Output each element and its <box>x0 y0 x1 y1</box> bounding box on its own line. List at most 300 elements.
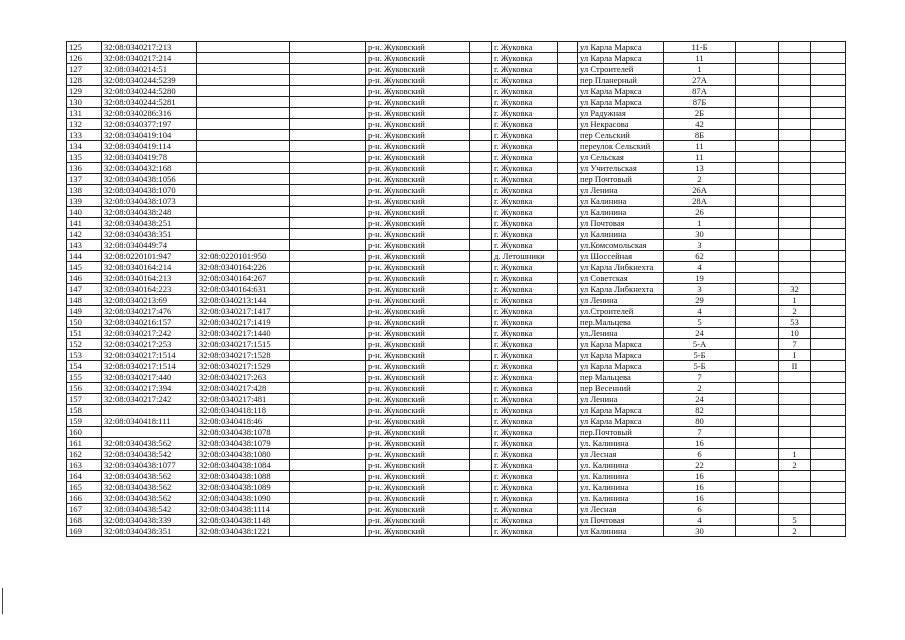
apartment-number-cell <box>779 86 811 97</box>
house-number-cell: 30 <box>664 526 736 537</box>
empty-cell <box>811 383 846 394</box>
table-row <box>67 460 846 471</box>
street-cell: ул Карла Маркса <box>578 97 664 108</box>
cadastral-number-cell: 32:08:0340449:74 <box>102 240 197 251</box>
empty-cell <box>811 273 846 284</box>
table-row <box>67 504 846 515</box>
table-row <box>67 53 846 64</box>
town-cell: г. Жуковка <box>492 75 558 86</box>
empty-cell <box>470 163 492 174</box>
row-number-cell: 167 <box>67 504 102 515</box>
empty-cell <box>558 427 578 438</box>
row-number-cell: 149 <box>67 306 102 317</box>
cadastral-number-cell: 32:08:0340164:223 <box>102 284 197 295</box>
district-cell: р-н. Жуковский <box>366 207 470 218</box>
empty-cell <box>811 196 846 207</box>
table-row <box>67 251 846 262</box>
table-row <box>67 383 846 394</box>
district-cell: р-н. Жуковский <box>366 504 470 515</box>
empty-cell <box>290 196 366 207</box>
related-cadastral-number-cell: 32:08:0340438:1079 <box>197 438 290 449</box>
table-row <box>67 196 846 207</box>
empty-cell <box>811 240 846 251</box>
district-cell: р-н. Жуковский <box>366 218 470 229</box>
cadastral-number-cell: 32:08:0340419:114 <box>102 141 197 152</box>
empty-cell <box>290 383 366 394</box>
table-row <box>67 273 846 284</box>
apartment-number-cell <box>779 493 811 504</box>
town-cell: г. Жуковка <box>492 141 558 152</box>
cadastral-number-cell: 32:08:0340418:111 <box>102 416 197 427</box>
cadastral-number-cell: 32:08:0340217:214 <box>102 53 197 64</box>
town-cell: г. Жуковка <box>492 273 558 284</box>
empty-cell <box>470 229 492 240</box>
empty-cell <box>811 339 846 350</box>
empty-cell <box>558 295 578 306</box>
street-cell: ул Карла Маркса <box>578 86 664 97</box>
house-number-cell: 87Б <box>664 97 736 108</box>
street-cell: ул Советская <box>578 273 664 284</box>
empty-cell <box>811 64 846 75</box>
empty-cell <box>558 449 578 460</box>
apartment-number-cell <box>779 482 811 493</box>
street-cell: ул Карла Маркса <box>578 405 664 416</box>
empty-cell <box>470 427 492 438</box>
empty-cell <box>736 240 779 251</box>
district-cell: р-н. Жуковский <box>366 229 470 240</box>
cadastral-number-cell: 32:08:0220101:947 <box>102 251 197 262</box>
related-cadastral-number-cell: 32:08:0340164:226 <box>197 262 290 273</box>
empty-cell <box>736 119 779 130</box>
empty-cell <box>558 130 578 141</box>
row-number-cell: 150 <box>67 317 102 328</box>
street-cell: ул. Калинина <box>578 482 664 493</box>
empty-cell <box>558 108 578 119</box>
cadastral-number-cell: 32:08:0340377:197 <box>102 119 197 130</box>
empty-cell <box>811 262 846 273</box>
cadastral-number-cell: 32:08:0340217:253 <box>102 339 197 350</box>
row-number-cell: 126 <box>67 53 102 64</box>
town-cell: г. Жуковка <box>492 174 558 185</box>
row-number-cell: 127 <box>67 64 102 75</box>
district-cell: р-н. Жуковский <box>366 251 470 262</box>
town-cell: г. Жуковка <box>492 427 558 438</box>
empty-cell <box>811 229 846 240</box>
table-row <box>67 218 846 229</box>
apartment-number-cell <box>779 262 811 273</box>
related-cadastral-number-cell <box>197 119 290 130</box>
row-number-cell: 161 <box>67 438 102 449</box>
empty-cell <box>470 240 492 251</box>
apartment-number-cell: 2 <box>779 306 811 317</box>
empty-cell <box>811 350 846 361</box>
house-number-cell: 16 <box>664 493 736 504</box>
empty-cell <box>736 185 779 196</box>
street-cell: ул Калинина <box>578 526 664 537</box>
empty-cell <box>736 229 779 240</box>
empty-cell <box>470 75 492 86</box>
table-row <box>67 493 846 504</box>
empty-cell <box>290 273 366 284</box>
empty-cell <box>290 339 366 350</box>
empty-cell <box>470 295 492 306</box>
row-number-cell: 152 <box>67 339 102 350</box>
empty-cell <box>558 284 578 295</box>
empty-cell <box>811 174 846 185</box>
cadastral-number-cell: 32:08:0340244:5280 <box>102 86 197 97</box>
town-cell: г. Жуковка <box>492 196 558 207</box>
table-row <box>67 482 846 493</box>
house-number-cell: 16 <box>664 482 736 493</box>
house-number-cell: 16 <box>664 471 736 482</box>
empty-cell <box>290 482 366 493</box>
empty-cell <box>290 53 366 64</box>
empty-cell <box>558 416 578 427</box>
related-cadastral-number-cell: 32:08:0340217:1417 <box>197 306 290 317</box>
row-number-cell: 160 <box>67 427 102 438</box>
cadastral-number-cell: 32:08:0340438:562 <box>102 471 197 482</box>
street-cell: ул Карла Маркса <box>578 416 664 427</box>
street-cell: ул Некрасова <box>578 119 664 130</box>
cadastral-number-cell: 32:08:0340217:394 <box>102 383 197 394</box>
district-cell: р-н. Жуковский <box>366 427 470 438</box>
empty-cell <box>290 449 366 460</box>
cadastral-number-cell: 32:08:0340213:69 <box>102 295 197 306</box>
apartment-number-cell <box>779 427 811 438</box>
empty-cell <box>470 482 492 493</box>
row-number-cell: 131 <box>67 108 102 119</box>
street-cell: пер Планерный <box>578 75 664 86</box>
empty-cell <box>736 515 779 526</box>
cadastral-number-cell: 32:08:0340217:242 <box>102 394 197 405</box>
street-cell: ул Карла Маркса <box>578 339 664 350</box>
empty-cell <box>470 152 492 163</box>
district-cell: р-н. Жуковский <box>366 482 470 493</box>
empty-cell <box>736 328 779 339</box>
row-number-cell: 143 <box>67 240 102 251</box>
town-cell: г. Жуковка <box>492 372 558 383</box>
cadastral-number-cell: 32:08:0340438:248 <box>102 207 197 218</box>
apartment-number-cell <box>779 240 811 251</box>
empty-cell <box>736 163 779 174</box>
town-cell: г. Жуковка <box>492 86 558 97</box>
district-cell: р-н. Жуковский <box>366 75 470 86</box>
row-number-cell: 128 <box>67 75 102 86</box>
district-cell: р-н. Жуковский <box>366 64 470 75</box>
empty-cell <box>558 152 578 163</box>
empty-cell <box>811 218 846 229</box>
empty-cell <box>470 471 492 482</box>
cadastral-number-cell: 32:08:0340217:440 <box>102 372 197 383</box>
street-cell: ул Карла Маркса <box>578 361 664 372</box>
empty-cell <box>736 207 779 218</box>
related-cadastral-number-cell: 32:08:0340217:1529 <box>197 361 290 372</box>
empty-cell <box>558 251 578 262</box>
row-number-cell: 134 <box>67 141 102 152</box>
table-row <box>67 75 846 86</box>
apartment-number-cell <box>779 97 811 108</box>
empty-cell <box>470 394 492 405</box>
street-cell: ул Карла Либкнехта <box>578 262 664 273</box>
empty-cell <box>290 240 366 251</box>
related-cadastral-number-cell: 32:08:0340213:144 <box>197 295 290 306</box>
town-cell: г. Жуковка <box>492 130 558 141</box>
street-cell: ул Ленина <box>578 394 664 405</box>
table-row <box>67 262 846 273</box>
town-cell: г. Жуковка <box>492 119 558 130</box>
empty-cell <box>290 471 366 482</box>
empty-cell <box>736 394 779 405</box>
empty-cell <box>558 207 578 218</box>
empty-cell <box>736 504 779 515</box>
empty-cell <box>290 526 366 537</box>
district-cell: р-н. Жуковский <box>366 295 470 306</box>
cadastral-number-cell: 32:08:0340216:157 <box>102 317 197 328</box>
empty-cell <box>811 416 846 427</box>
empty-cell <box>558 306 578 317</box>
house-number-cell: 2 <box>664 174 736 185</box>
town-cell: г. Жуковка <box>492 240 558 251</box>
district-cell: р-н. Жуковский <box>366 119 470 130</box>
house-number-cell: 13 <box>664 163 736 174</box>
apartment-number-cell <box>779 207 811 218</box>
town-cell: г. Жуковка <box>492 471 558 482</box>
empty-cell <box>736 317 779 328</box>
apartment-number-cell <box>779 196 811 207</box>
cadastral-number-cell: 32:08:0340214:51 <box>102 64 197 75</box>
cadastral-number-cell: 32:08:0340438:542 <box>102 504 197 515</box>
related-cadastral-number-cell <box>197 53 290 64</box>
empty-cell <box>290 86 366 97</box>
table-row <box>67 515 846 526</box>
street-cell: пер Почтовый <box>578 174 664 185</box>
empty-cell <box>290 141 366 152</box>
related-cadastral-number-cell <box>197 86 290 97</box>
row-number-cell: 165 <box>67 482 102 493</box>
apartment-number-cell <box>779 438 811 449</box>
apartment-number-cell <box>779 273 811 284</box>
related-cadastral-number-cell <box>197 196 290 207</box>
empty-cell <box>558 86 578 97</box>
row-number-cell: 159 <box>67 416 102 427</box>
table-row <box>67 174 846 185</box>
district-cell: р-н. Жуковский <box>366 53 470 64</box>
street-cell: ул Шоссейная <box>578 251 664 262</box>
apartment-number-cell <box>779 504 811 515</box>
district-cell: р-н. Жуковский <box>366 460 470 471</box>
town-cell: г. Жуковка <box>492 163 558 174</box>
empty-cell <box>290 185 366 196</box>
town-cell: г. Жуковка <box>492 229 558 240</box>
cadastral-number-cell: 32:08:0340438:351 <box>102 526 197 537</box>
empty-cell <box>736 251 779 262</box>
empty-cell <box>290 75 366 86</box>
empty-cell <box>558 42 578 53</box>
empty-cell <box>811 42 846 53</box>
town-cell: г. Жуковка <box>492 460 558 471</box>
cadastral-number-cell: 32:08:0340438:1056 <box>102 174 197 185</box>
empty-cell <box>736 75 779 86</box>
house-number-cell: 5-Б <box>664 350 736 361</box>
related-cadastral-number-cell: 32:08:0340438:1084 <box>197 460 290 471</box>
empty-cell <box>290 218 366 229</box>
row-number-cell: 142 <box>67 229 102 240</box>
empty-cell <box>470 460 492 471</box>
empty-cell <box>470 515 492 526</box>
district-cell: р-н. Жуковский <box>366 97 470 108</box>
cadastral-number-cell: 32:08:0340419:104 <box>102 130 197 141</box>
related-cadastral-number-cell <box>197 130 290 141</box>
house-number-cell: 5-А <box>664 339 736 350</box>
related-cadastral-number-cell <box>197 64 290 75</box>
street-cell: ул Калинина <box>578 207 664 218</box>
empty-cell <box>736 493 779 504</box>
town-cell: г. Жуковка <box>492 504 558 515</box>
street-cell: ул Учительская <box>578 163 664 174</box>
town-cell: г. Жуковка <box>492 515 558 526</box>
cadastral-number-cell: 32:08:0340438:339 <box>102 515 197 526</box>
related-cadastral-number-cell: 32:08:0340217:428 <box>197 383 290 394</box>
empty-cell <box>470 383 492 394</box>
table-row <box>67 306 846 317</box>
empty-cell <box>811 394 846 405</box>
empty-cell <box>811 482 846 493</box>
apartment-number-cell: 1 <box>779 295 811 306</box>
empty-cell <box>736 86 779 97</box>
empty-cell <box>470 317 492 328</box>
empty-cell <box>290 295 366 306</box>
house-number-cell: 28А <box>664 196 736 207</box>
apartment-number-cell <box>779 163 811 174</box>
empty-cell <box>470 53 492 64</box>
empty-cell <box>470 361 492 372</box>
district-cell: р-н. Жуковский <box>366 515 470 526</box>
district-cell: р-н. Жуковский <box>366 526 470 537</box>
row-number-cell: 168 <box>67 515 102 526</box>
house-number-cell: 11 <box>664 152 736 163</box>
table-row <box>67 361 846 372</box>
table-row <box>67 130 846 141</box>
row-number-cell: 147 <box>67 284 102 295</box>
empty-cell <box>558 273 578 284</box>
empty-cell <box>558 471 578 482</box>
empty-cell <box>558 339 578 350</box>
district-cell: р-н. Жуковский <box>366 86 470 97</box>
related-cadastral-number-cell <box>197 108 290 119</box>
row-number-cell: 132 <box>67 119 102 130</box>
cadastral-number-cell: 32:08:0340438:351 <box>102 229 197 240</box>
street-cell: ул Карла Либкнехта <box>578 284 664 295</box>
row-number-cell: 164 <box>67 471 102 482</box>
town-cell: г. Жуковка <box>492 97 558 108</box>
apartment-number-cell <box>779 383 811 394</box>
empty-cell <box>558 383 578 394</box>
house-number-cell: 19 <box>664 273 736 284</box>
table-row <box>67 240 846 251</box>
empty-cell <box>470 42 492 53</box>
empty-cell <box>558 141 578 152</box>
empty-cell <box>290 229 366 240</box>
table-row <box>67 372 846 383</box>
district-cell: р-н. Жуковский <box>366 42 470 53</box>
empty-cell <box>290 163 366 174</box>
district-cell: р-н. Жуковский <box>366 449 470 460</box>
table-row <box>67 207 846 218</box>
street-cell: ул Лесная <box>578 449 664 460</box>
street-cell: пер Сельский <box>578 130 664 141</box>
empty-cell <box>736 416 779 427</box>
related-cadastral-number-cell: 32:08:0340217:1515 <box>197 339 290 350</box>
row-number-cell: 163 <box>67 460 102 471</box>
empty-cell <box>290 416 366 427</box>
row-number-cell: 162 <box>67 449 102 460</box>
empty-cell <box>470 185 492 196</box>
empty-cell <box>290 251 366 262</box>
row-number-cell: 169 <box>67 526 102 537</box>
cadastral-number-cell: 32:08:0340164:213 <box>102 273 197 284</box>
empty-cell <box>811 97 846 108</box>
district-cell: р-н. Жуковский <box>366 273 470 284</box>
empty-cell <box>811 251 846 262</box>
empty-cell <box>736 130 779 141</box>
town-cell: г. Жуковка <box>492 361 558 372</box>
empty-cell <box>736 295 779 306</box>
empty-cell <box>470 526 492 537</box>
empty-cell <box>290 97 366 108</box>
house-number-cell: 62 <box>664 251 736 262</box>
house-number-cell: 4 <box>664 306 736 317</box>
empty-cell <box>736 460 779 471</box>
district-cell: р-н. Жуковский <box>366 196 470 207</box>
town-cell: г. Жуковка <box>492 152 558 163</box>
apartment-number-cell: 32 <box>779 284 811 295</box>
row-number-cell: 155 <box>67 372 102 383</box>
apartment-number-cell <box>779 119 811 130</box>
district-cell: р-н. Жуковский <box>366 240 470 251</box>
town-cell: г. Жуковка <box>492 526 558 537</box>
empty-cell <box>811 86 846 97</box>
house-number-cell: 24 <box>664 394 736 405</box>
empty-cell <box>558 163 578 174</box>
empty-cell <box>470 306 492 317</box>
empty-cell <box>290 350 366 361</box>
district-cell: р-н. Жуковский <box>366 317 470 328</box>
table-row <box>67 394 846 405</box>
empty-cell <box>736 108 779 119</box>
empty-cell <box>558 240 578 251</box>
related-cadastral-number-cell <box>197 75 290 86</box>
empty-cell <box>811 119 846 130</box>
related-cadastral-number-cell <box>197 141 290 152</box>
street-cell: ул Карла Маркса <box>578 53 664 64</box>
empty-cell <box>811 460 846 471</box>
empty-cell <box>558 328 578 339</box>
town-cell: г. Жуковка <box>492 64 558 75</box>
empty-cell <box>811 53 846 64</box>
cadastral-number-cell: 32:08:0340438:1077 <box>102 460 197 471</box>
related-cadastral-number-cell: 32:08:0340438:1089 <box>197 482 290 493</box>
empty-cell <box>811 152 846 163</box>
empty-cell <box>736 361 779 372</box>
cadastral-number-cell: 32:08:0340217:242 <box>102 328 197 339</box>
district-cell: р-н. Жуковский <box>366 141 470 152</box>
empty-cell <box>470 64 492 75</box>
town-cell: г. Жуковка <box>492 207 558 218</box>
related-cadastral-number-cell <box>197 174 290 185</box>
district-cell: р-н. Жуковский <box>366 405 470 416</box>
related-cadastral-number-cell <box>197 218 290 229</box>
related-cadastral-number-cell: 32:08:0340217:1440 <box>197 328 290 339</box>
